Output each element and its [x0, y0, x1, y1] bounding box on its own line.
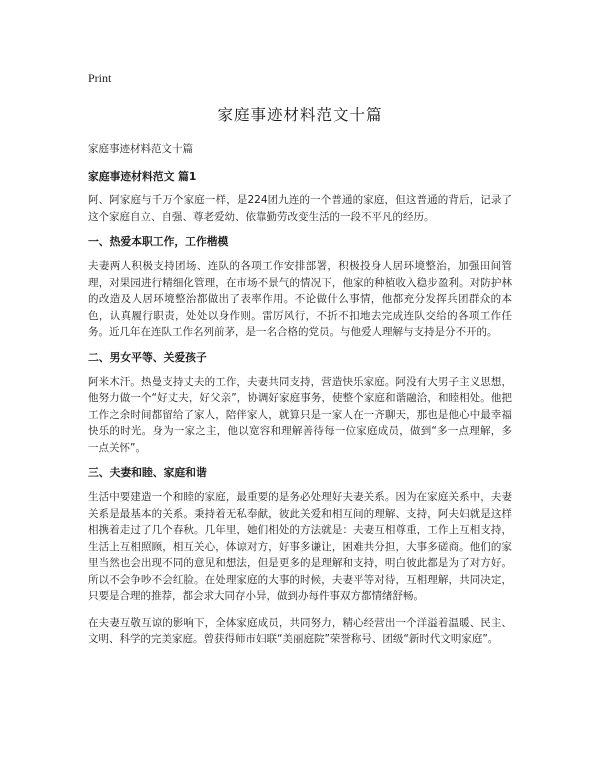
section-2-paragraph-1: 阿米木汗。热曼支持丈夫的工作，夫妻共同支持，营造快乐家庭。阿没有大男子主义思想，他努力做一个“好丈夫，好父亲”，协调好家庭事务，使整个家庭和谐融洽，和睦相处。他把工作之余时间都留给了家人，陪伴家人，就算只是一家人在一齐聊天，那也是他心中最幸福快乐的时光。身为一家之主，他以宽容和理解善待每一位家庭成员，做到“多一点理解，多一点关怀”。: [88, 375, 512, 454]
print-link[interactable]: Print: [88, 71, 112, 85]
section-heading-1: 一、热爱本职工作，工作楷模: [88, 235, 229, 248]
document-title: 家庭事迹材料范文十篇: [217, 106, 383, 124]
section-heading-3: 三、夫妻和睦、家庭和谐: [88, 466, 207, 479]
section-3-paragraph-1: 生活中要建造一个和睦的家庭，最重要的是务必处理好夫妻关系。因为在家庭关系中，夫妻关系是最基本的关系。秉持着无私奉献，彼此关爱和相互间的理解、支持，阿夫妇就是这样相携着走过了几个春秋。几年里，她们相处的方法就是：夫妻互相尊重，工作上互相支持，生活上互相照顾，相互关心，体谅对方，好事多谦让，困难共分担，大事多磋商。他们的家里当然也会出现不同的意见和想法，但是更多的是理解和支持，明白彼此都是为了对方好。所以不会争吵不会红脸。在处理家庭的大事的时候，夫妻平等对待，互相理解，共同决定，只要是合理的推荐，都会求大同存小异，做到办每件事双方都情绪舒畅。: [88, 491, 512, 602]
document-subtitle: 家庭事迹材料范文十篇: [88, 143, 193, 155]
section-3-paragraph-2: 在夫妻互敬互谅的影响下，全体家庭成员，共同努力，精心经营出一个洋溢着温暖、民主、文明、科学的完美家庭。曾获得师市妇联“美丽庭院”荣誉称号、团级“新时代文明家庭”。: [88, 616, 512, 645]
article-heading: 家庭事迹材料范文 篇1: [88, 170, 197, 183]
section-1-paragraph-1: 夫妻两人积极支持团场、连队的各项工作安排部署，积极投身人居环境整治，加强田间管理，对果园进行精细化管理，在市场不景气的情况下，他家的种植收入稳步盈利。对防护林的改造及人居环境整治都做出了表率作用。不论做什么事情，他都充分发挥兵团群众的本色，认真履行职责，处处以身作则。雷厉风行，不折不扣地去完成连队交给的各项工作任务。近几年在连队工作名列前茅，是一名合格的党员。与他爱人理解与支持是分不开的。: [88, 260, 512, 338]
section-heading-2: 二、男女平等、关爱孩子: [88, 350, 207, 364]
intro-paragraph: 阿、阿家庭与千万个家庭一样，是224团九连的一个普通的家庭，但这普通的背后，记录了这个家庭自立、自强、尊老爱幼、依靠勤劳改变生活的一段不平凡的经历。: [88, 194, 512, 223]
